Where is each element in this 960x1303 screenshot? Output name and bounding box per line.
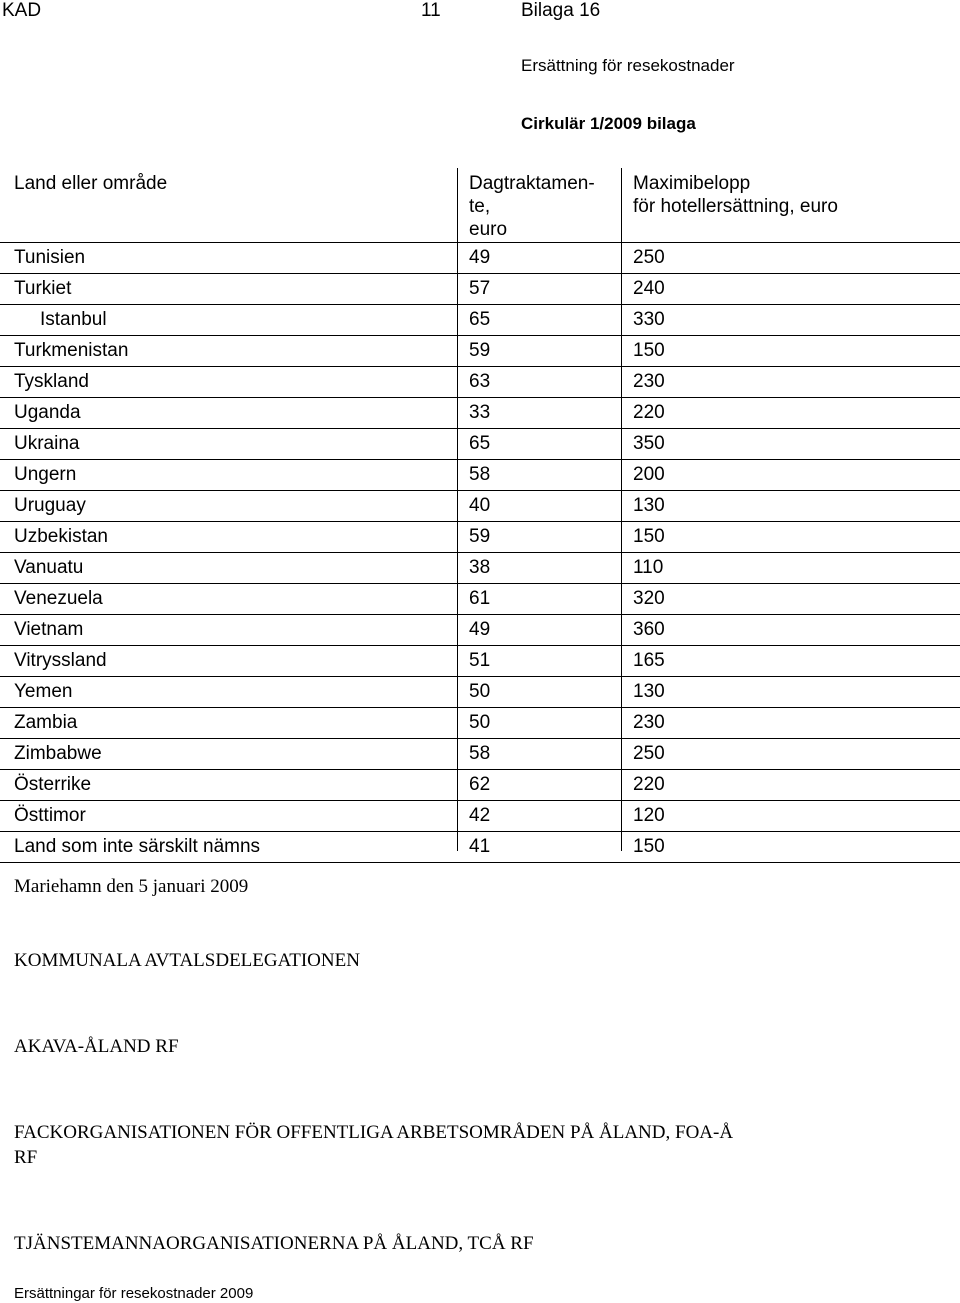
allowance-table bbox=[0, 168, 960, 863]
country-cell: Tunisien bbox=[14, 247, 86, 268]
daily-allowance-cell: 61 bbox=[469, 588, 491, 609]
table-row bbox=[0, 398, 960, 429]
signatory-org-3-line-2: RF bbox=[14, 1147, 38, 1168]
hotel-max-cell: 230 bbox=[633, 371, 665, 392]
country-cell: Östtimor bbox=[14, 805, 86, 826]
table-row bbox=[0, 553, 960, 584]
hotel-max-cell: 350 bbox=[633, 433, 665, 454]
table-row bbox=[0, 522, 960, 553]
daily-allowance-cell: 49 bbox=[469, 619, 491, 640]
hotel-max-cell: 240 bbox=[633, 278, 665, 299]
document-subtitle: Ersättning för resekostnader bbox=[521, 56, 735, 75]
country-cell: Vitryssland bbox=[14, 650, 107, 671]
daily-allowance-cell: 50 bbox=[469, 681, 491, 702]
table-row bbox=[0, 274, 960, 305]
column-header-country: Land eller område bbox=[14, 173, 168, 194]
column-header-hotel-max bbox=[633, 172, 838, 218]
daily-allowance-cell: 62 bbox=[469, 774, 491, 795]
daily-allowance-cell: 58 bbox=[469, 464, 491, 485]
table-row bbox=[0, 367, 960, 398]
column-header-daily-allowance bbox=[469, 172, 595, 241]
daily-allowance-cell: 59 bbox=[469, 340, 491, 361]
country-cell: Istanbul bbox=[40, 309, 107, 330]
country-cell: Ukraina bbox=[14, 433, 80, 454]
hotel-max-cell: 165 bbox=[633, 650, 665, 671]
daily-allowance-cell: 65 bbox=[469, 433, 491, 454]
table-body bbox=[0, 243, 960, 863]
hotel-max-cell: 130 bbox=[633, 495, 665, 516]
table-row bbox=[0, 491, 960, 522]
daily-allowance-cell: 42 bbox=[469, 805, 491, 826]
place-and-date: Mariehamn den 5 januari 2009 bbox=[14, 876, 249, 897]
hotel-max-cell: 360 bbox=[633, 619, 665, 640]
country-cell: Uganda bbox=[14, 402, 81, 423]
header-line: Dagtraktamen- bbox=[469, 173, 595, 194]
country-cell: Venezuela bbox=[14, 588, 103, 609]
table-row bbox=[0, 739, 960, 770]
hotel-max-cell: 150 bbox=[633, 836, 665, 857]
hotel-max-cell: 200 bbox=[633, 464, 665, 485]
table-row bbox=[0, 429, 960, 460]
daily-allowance-cell: 51 bbox=[469, 650, 491, 671]
table-header-row bbox=[0, 168, 960, 243]
page-footer: Ersättningar för resekostnader 2009 bbox=[14, 1285, 254, 1302]
hotel-max-cell: 220 bbox=[633, 402, 665, 423]
header-left: KAD bbox=[2, 0, 42, 21]
header-line: för hotellersättning, euro bbox=[633, 196, 838, 217]
country-cell: Österrike bbox=[14, 774, 92, 795]
daily-allowance-cell: 65 bbox=[469, 309, 491, 330]
daily-allowance-cell: 41 bbox=[469, 836, 491, 857]
header-line: te, bbox=[469, 196, 491, 217]
column-divider bbox=[621, 168, 622, 851]
table-row bbox=[0, 677, 960, 708]
signatory-org-4: TJÄNSTEMANNAORGANISATIONERNA PÅ ÅLAND, TCÅ RF bbox=[14, 1233, 534, 1254]
table-row bbox=[0, 305, 960, 336]
country-cell: Turkmenistan bbox=[14, 340, 129, 361]
table-row bbox=[0, 243, 960, 274]
hotel-max-cell: 250 bbox=[633, 247, 665, 268]
hotel-max-cell: 120 bbox=[633, 805, 665, 826]
daily-allowance-cell: 33 bbox=[469, 402, 491, 423]
signatory-org-2: AKAVA-ÅLAND RF bbox=[14, 1036, 179, 1057]
table-row bbox=[0, 646, 960, 677]
country-cell: Ungern bbox=[14, 464, 77, 485]
hotel-max-cell: 150 bbox=[633, 526, 665, 547]
hotel-max-cell: 110 bbox=[633, 557, 664, 578]
hotel-max-cell: 330 bbox=[633, 309, 665, 330]
country-cell: Vanuatu bbox=[14, 557, 84, 578]
table-row bbox=[0, 336, 960, 367]
hotel-max-cell: 150 bbox=[633, 340, 665, 361]
country-cell: Turkiet bbox=[14, 278, 72, 299]
daily-allowance-cell: 50 bbox=[469, 712, 491, 733]
country-cell: Tyskland bbox=[14, 371, 89, 392]
country-cell: Zimbabwe bbox=[14, 743, 102, 764]
country-cell: Yemen bbox=[14, 681, 73, 702]
daily-allowance-cell: 49 bbox=[469, 247, 491, 268]
signatory-org-1: KOMMUNALA AVTALSDELEGATIONEN bbox=[14, 950, 360, 971]
page-number: 11 bbox=[421, 0, 441, 21]
signatory-org-3-line-1: FACKORGANISATIONEN FÖR OFFENTLIGA ARBETSOMRÅDEN PÅ ÅLAND, FOA-Å bbox=[14, 1122, 734, 1143]
country-cell: Uruguay bbox=[14, 495, 86, 516]
country-cell: Land som inte särskilt nämns bbox=[14, 836, 261, 857]
table-row bbox=[0, 460, 960, 491]
hotel-max-cell: 230 bbox=[633, 712, 665, 733]
table-row bbox=[0, 832, 960, 863]
daily-allowance-cell: 63 bbox=[469, 371, 491, 392]
hotel-max-cell: 320 bbox=[633, 588, 665, 609]
hotel-max-cell: 250 bbox=[633, 743, 665, 764]
header-line: Maximibelopp bbox=[633, 173, 751, 194]
circular-title: Cirkulär 1/2009 bilaga bbox=[521, 114, 696, 133]
country-cell: Vietnam bbox=[14, 619, 84, 640]
daily-allowance-cell: 58 bbox=[469, 743, 491, 764]
table-row bbox=[0, 801, 960, 832]
daily-allowance-cell: 57 bbox=[469, 278, 491, 299]
country-cell: Uzbekistan bbox=[14, 526, 108, 547]
daily-allowance-cell: 38 bbox=[469, 557, 491, 578]
table-row bbox=[0, 615, 960, 646]
country-cell: Zambia bbox=[14, 712, 78, 733]
header-line: euro bbox=[469, 219, 508, 240]
hotel-max-cell: 130 bbox=[633, 681, 665, 702]
table-row bbox=[0, 708, 960, 739]
daily-allowance-cell: 59 bbox=[469, 526, 491, 547]
daily-allowance-cell: 40 bbox=[469, 495, 491, 516]
table-row bbox=[0, 770, 960, 801]
appendix-label: Bilaga 16 bbox=[521, 0, 601, 21]
table-row bbox=[0, 584, 960, 615]
column-divider bbox=[457, 168, 458, 851]
hotel-max-cell: 220 bbox=[633, 774, 665, 795]
